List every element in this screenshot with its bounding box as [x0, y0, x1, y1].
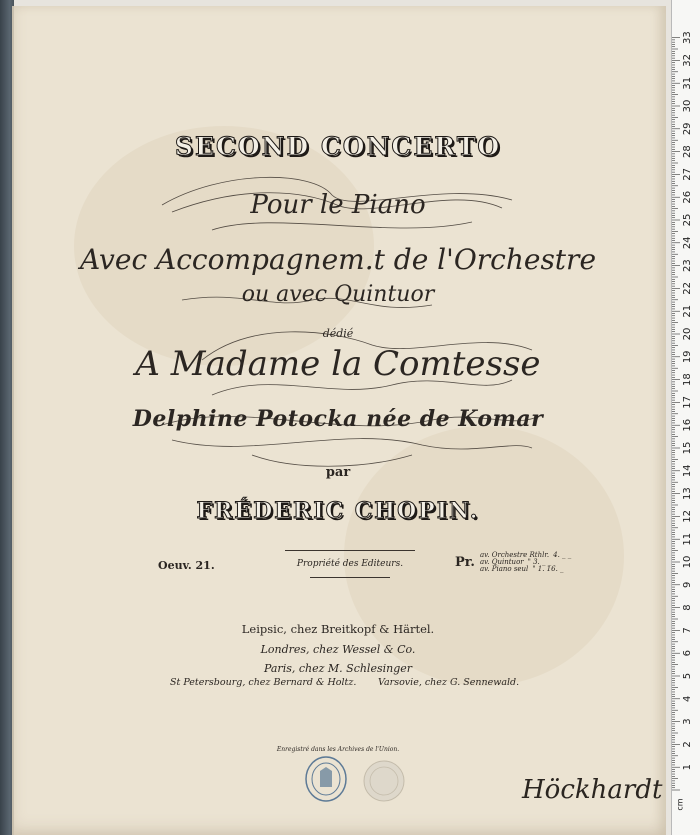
ruler-number: 32 — [682, 54, 693, 67]
price-row — [480, 566, 571, 573]
ruler-number: 13 — [682, 487, 693, 500]
propriete-note: Propriété des Editeurs. — [296, 559, 404, 569]
blue-library-stamp — [306, 757, 346, 801]
grey-embossed-stamp — [364, 761, 404, 801]
ruler-number: 31 — [682, 76, 693, 90]
ruler-number: 17 — [682, 396, 693, 409]
ruler-number: 16 — [682, 418, 693, 432]
ruler-number: 24 — [682, 236, 693, 250]
ruler-number: 4 — [682, 695, 693, 702]
ruler-number: 21 — [682, 304, 693, 318]
ruler-number: 14 — [682, 464, 693, 478]
publisher-st-petersbourg: St Petersbourg, chez Bernard & Holtz. — [170, 677, 357, 688]
ruler-number: 5 — [682, 672, 693, 680]
ruler-number: 11 — [682, 532, 693, 546]
ruler-number: 7 — [682, 627, 693, 634]
price-item-label: av. Piano seul — [480, 565, 529, 573]
ruler-number: 2 — [682, 741, 693, 748]
ruler-number: 8 — [682, 604, 693, 611]
divider-rule — [285, 550, 415, 551]
price-item-value: 4. _ _ — [553, 551, 572, 559]
publisher-paris: Paris, chez M. Schlesinger — [263, 662, 413, 675]
dedication-label: dédié — [322, 327, 354, 340]
price-item-label: av. Quintuor — [480, 558, 524, 566]
opus-number: Oeuv. 21. — [158, 559, 215, 572]
ruler-number: 10 — [682, 555, 693, 569]
price-list — [480, 552, 571, 573]
divider-rule — [310, 577, 390, 578]
ruler-unit-label: cm — [675, 798, 685, 811]
handwritten-signature: Höckhardt — [522, 775, 663, 805]
price-label: Pr. — [455, 555, 475, 570]
par-label: par — [325, 465, 351, 480]
subtitle-ou-quintuor: ou avec Quintuor — [241, 282, 435, 307]
library-stamps — [300, 755, 410, 805]
subtitle-pour-le-piano: Pour le Piano — [250, 190, 426, 220]
ruler-number: 22 — [682, 282, 693, 295]
ruler-number: 33 — [682, 31, 693, 44]
subtitle-avec-orchestre: Avec Accompagnem.t de l'Orchestre — [79, 243, 597, 276]
price-item-value: " 1. 16. _ — [532, 565, 564, 573]
ruler-number: 26 — [682, 190, 693, 204]
publisher-londres: Londres, chez Wessel & Co. — [260, 643, 416, 656]
publisher-leipsic: Leipsic, chez Breitkopf & Härtel. — [241, 622, 435, 636]
ruler-scale — [672, 0, 700, 835]
composer-name: FRÉDERIC CHOPIN. — [196, 498, 480, 524]
ruler-number: 15 — [682, 441, 693, 455]
ruler-number: 9 — [682, 581, 693, 588]
ruler-number: 1 — [682, 764, 693, 771]
ruler-number: 12 — [682, 510, 693, 523]
price-item-value: " 3. _ _ — [527, 558, 552, 566]
registration-note: Enregistré dans les Archives de l'Union. — [276, 746, 400, 753]
price-item-label: av. Orchestre Rthlr. — [480, 551, 550, 559]
ruler-number: 18 — [682, 373, 693, 386]
ruler-number: 27 — [682, 168, 693, 181]
ruler-number: 3 — [682, 718, 693, 725]
ruler-number: 6 — [682, 650, 693, 657]
ruler-number: 19 — [682, 350, 693, 364]
ruler-number: 30 — [682, 99, 693, 113]
ruler-number: 20 — [682, 327, 693, 341]
ruler-number: 29 — [682, 122, 693, 136]
publisher-varsovie: Varsovie, chez G. Sennewald. — [378, 677, 520, 688]
measurement-ruler — [671, 0, 700, 835]
dedicatee-line2: Delphine Potocka née de Komar — [132, 406, 544, 432]
ruler-number: 28 — [682, 145, 693, 158]
ruler-number: 25 — [682, 213, 693, 227]
dedicatee-line1: A Madame la Comtesse — [135, 344, 541, 384]
ruler-number: 23 — [682, 259, 693, 272]
title: SECOND CONCERTO — [174, 132, 502, 161]
